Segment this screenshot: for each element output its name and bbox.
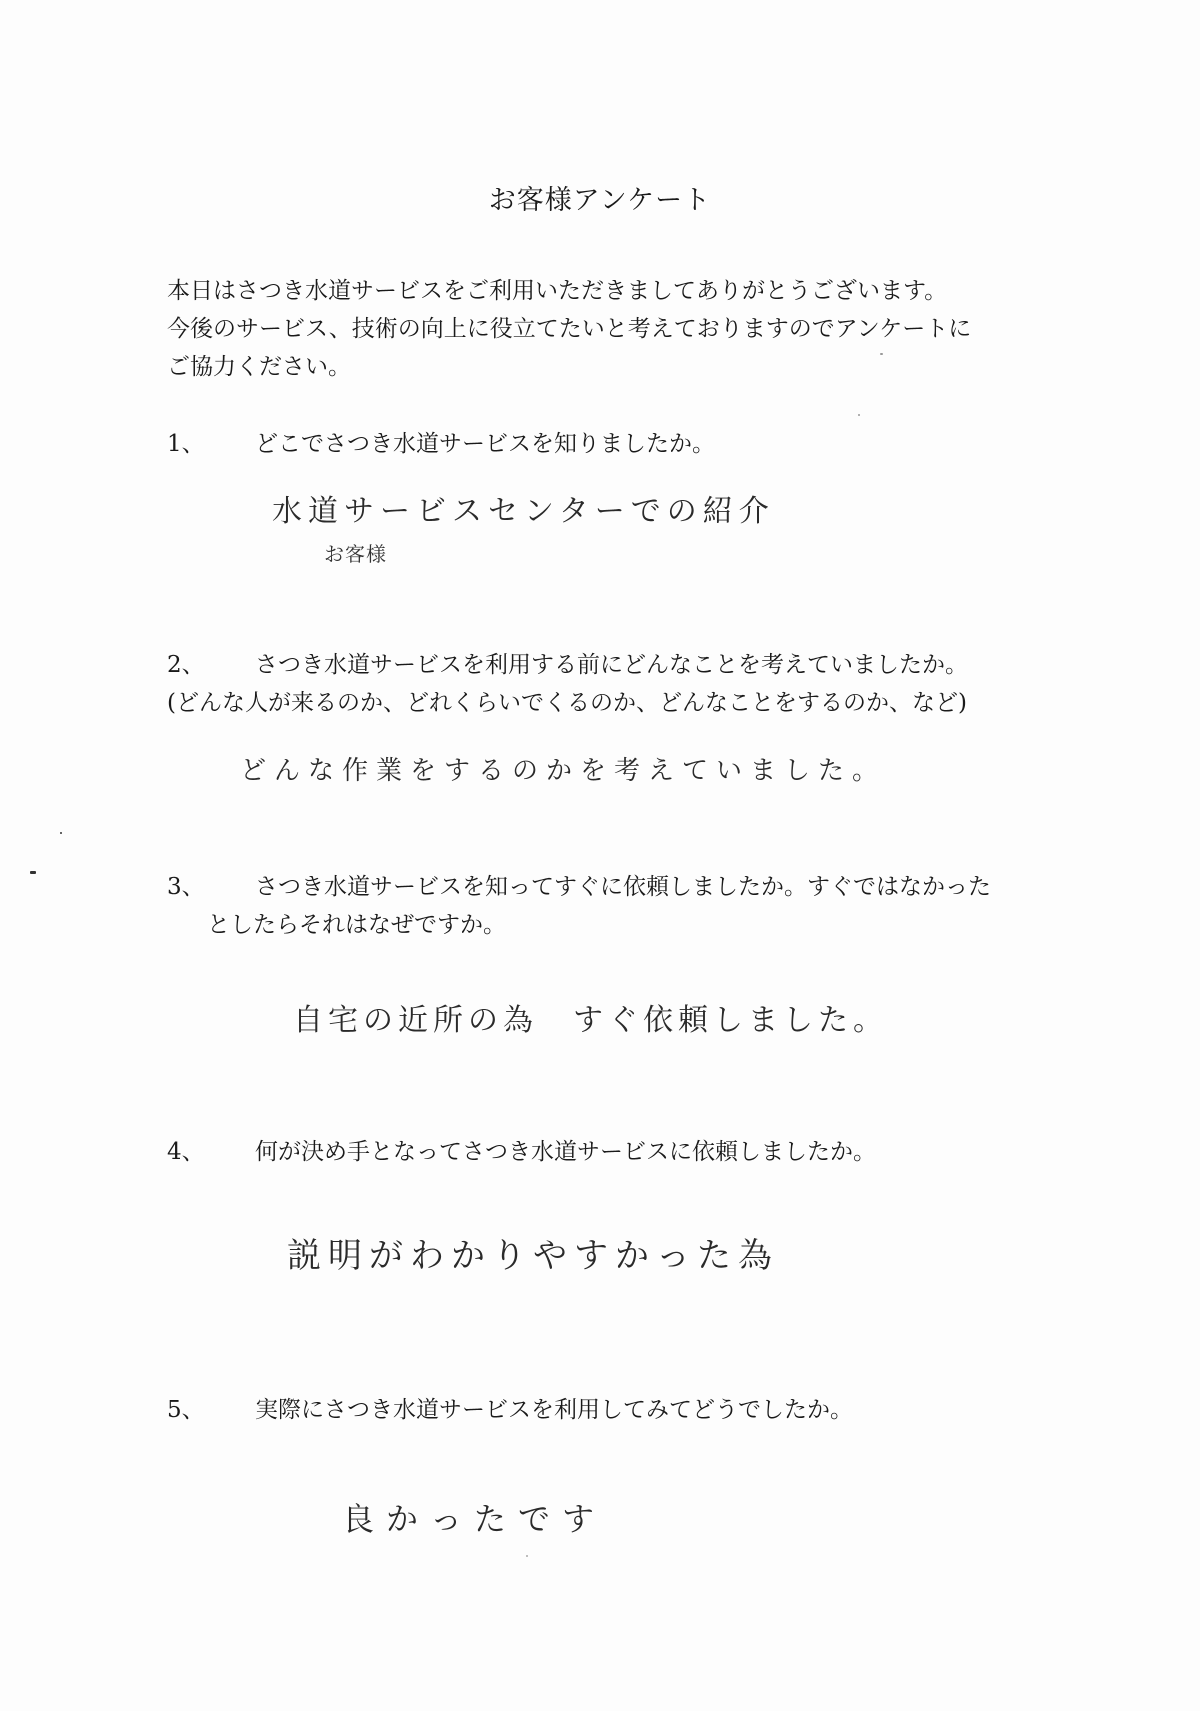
intro-line-1: 本日はさつき水道サービスをご利用いただきましてありがとうございます。 bbox=[167, 278, 948, 304]
question-3 bbox=[167, 868, 1067, 948]
question-text: さつき水道サービスを知ってすぐに依頼しましたか。すぐではなかった bbox=[255, 874, 991, 900]
question-number: 4、 bbox=[167, 1139, 205, 1165]
page-title: お客様アンケート bbox=[488, 185, 712, 216]
scan-speck bbox=[526, 1555, 528, 1557]
question-number: 3、 bbox=[167, 874, 205, 900]
question-number: 5、 bbox=[167, 1397, 205, 1423]
answer-4-handwritten: 説明がわかりやすかった為 bbox=[287, 1236, 779, 1276]
question-5 bbox=[167, 1391, 1067, 1431]
question-text: さつき水道サービスを利用する前にどんなことを考えていましたか。 bbox=[255, 652, 968, 678]
question-2 bbox=[167, 646, 1067, 726]
scan-speck bbox=[30, 871, 36, 874]
question-subtext: (どんな人が来るのか、どれくらいでくるのか、どんなことをするのか、など) bbox=[167, 690, 967, 716]
question-text: どこでさつき水道サービスを知りましたか。 bbox=[255, 431, 715, 457]
question-number: 2、 bbox=[167, 652, 205, 678]
answer-1-handwritten: 水道サービスセンターでの紹介 bbox=[272, 494, 775, 529]
question-1 bbox=[167, 425, 1067, 465]
question-number: 1、 bbox=[167, 431, 205, 457]
question-4 bbox=[167, 1133, 1067, 1173]
question-text: 実際にさつき水道サービスを利用してみてどうでしたか。 bbox=[255, 1397, 853, 1423]
intro-line-3: ご協力ください。 bbox=[167, 354, 351, 380]
answer-2-handwritten: どんな作業をするのかを考えていました。 bbox=[240, 756, 887, 786]
scan-speck bbox=[858, 414, 860, 416]
scan-speck bbox=[880, 353, 883, 355]
answer-5-handwritten: 良かったです bbox=[342, 1500, 607, 1538]
question-subtext: としたらそれはなぜですか。 bbox=[207, 912, 506, 938]
intro-paragraph bbox=[167, 272, 1067, 386]
question-text: 何が決め手となってさつき水道サービスに依頼しましたか。 bbox=[255, 1139, 876, 1165]
scan-speck bbox=[60, 832, 62, 834]
answer-1-note-handwritten: お客様 bbox=[324, 542, 387, 566]
answer-3-handwritten: 自宅の近所の為 すぐ依頼しました。 bbox=[293, 1003, 888, 1038]
intro-line-2: 今後のサービス、技術の向上に役立てたいと考えておりますのでアンケートに bbox=[167, 316, 972, 342]
